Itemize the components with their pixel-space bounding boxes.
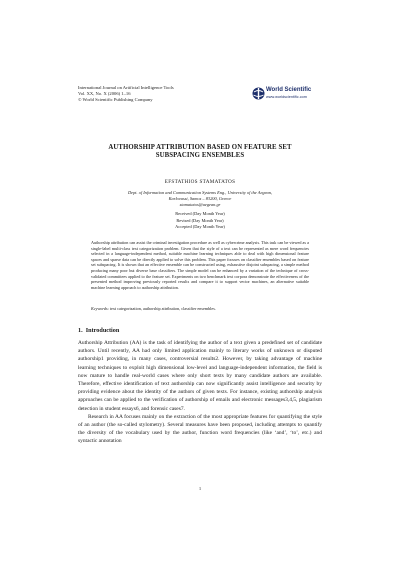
affiliation-line-1: Dept. of Information and Communication Systems Eng., University of the Aegean, bbox=[127, 190, 273, 195]
section-heading bbox=[78, 327, 119, 334]
received-date: Received (Day Month Year) bbox=[175, 211, 225, 216]
author-email: stamatatos@aegean.gr bbox=[179, 201, 221, 207]
keywords-label: Keywords bbox=[91, 306, 108, 311]
publisher-url: www.worldscientific.com bbox=[266, 95, 307, 99]
abstract: Authorship attribution can assist the criminal investigation procedure as well as cybercrime analysis. This task can be viewed as a single-label multi-class text categorization problem. Given that the style of a text can be represented as mere word frequencies selected in a language-independent method, suitable machine learning techniques able to deal with high dimensional feature spaces and sparse data can be directly applied to solve this problem. This paper focuses on classifier ensembles based on feature set subspacing. It is shown that an effective ensemble can be constructed using, exhaustive disjoint subspacing, a simple method producing many poor but diverse base classifiers. The simple model can be enhanced by a variation of the technique of cross-validated committees applied to the feature set. Experiments on two benchmark text corpora demonstrate the effectiveness of the presented method improving previously reported results and compare it to support vector machines, an alternative suitable machine learning approach to authorship attribution. bbox=[91, 240, 309, 290]
author-name: EFSTATHIOS STAMATATOS bbox=[164, 179, 236, 185]
journal-name: International Journal on Artificial Intelligence Tools bbox=[78, 85, 174, 90]
keywords bbox=[91, 306, 309, 312]
accepted-date: Accepted (Day Month Year) bbox=[175, 224, 225, 229]
paragraph-1: Authorship Attribution (AA) is the task of identifying the author of a text given a predefined set of candidate authors. Until recently, AA had only limited application mainly to literary works of unknown or disputed authorship1 providing, in many cases, controversial results2. However, by taking advantage of machine learning techniques to exploit high dimensional low-level and language-independent information, the field is now mature to handle real-world cases where only short texts by many candidate authors are available. Therefore, effective identification of text authorship can now significantly assist intelligence and security by providing evidence about the identity of the authors of given texts. For instance, existing authorship analysis approaches can be applied to the verification of authorship of emails and electronic messages3,4,5, plagiarism detection in student essays6, and forensic cases7. bbox=[78, 340, 322, 412]
paper-title-line-2: SUBSPACING ENSEMBLES bbox=[155, 152, 245, 159]
section-title: Introduction bbox=[85, 327, 120, 334]
journal-header bbox=[78, 85, 174, 103]
affiliation-line-2: Karlovassi, Samos – 83200, Greece bbox=[168, 195, 232, 201]
publication-dates bbox=[60, 211, 340, 231]
body-text bbox=[78, 339, 322, 446]
publisher-logo bbox=[252, 86, 322, 102]
world-scientific-logo-icon bbox=[252, 87, 265, 100]
paragraph-2: Research in AA focuses mainly on the extraction of the most appropriate features for quantifying the style of an author (the so-called stylometry). Several measures have been proposed, including attempts to quantify the diversity of the vocabulary used by the author, function word frequencies (like ‘and’, ‘to’, etc.) and syntactic annotation bbox=[78, 413, 322, 445]
journal-copyright: © World Scientific Publishing Company bbox=[78, 97, 153, 102]
revised-date: Revised (Day Month Year) bbox=[176, 217, 224, 223]
section-number: 1. bbox=[78, 327, 83, 334]
paper-title-line-1: AUTHORSHIP ATTRIBUTION BASED ON FEATURE SET bbox=[108, 144, 292, 151]
journal-volume: Vol. XX, No. X (2006) 1–16 bbox=[78, 91, 131, 96]
page-number: 1 bbox=[198, 486, 202, 491]
author-affiliation bbox=[60, 190, 340, 207]
publisher-name: World Scientific bbox=[266, 87, 312, 93]
keywords-text: : text categorization, authorship attribution, classifier ensembles. bbox=[107, 306, 216, 311]
